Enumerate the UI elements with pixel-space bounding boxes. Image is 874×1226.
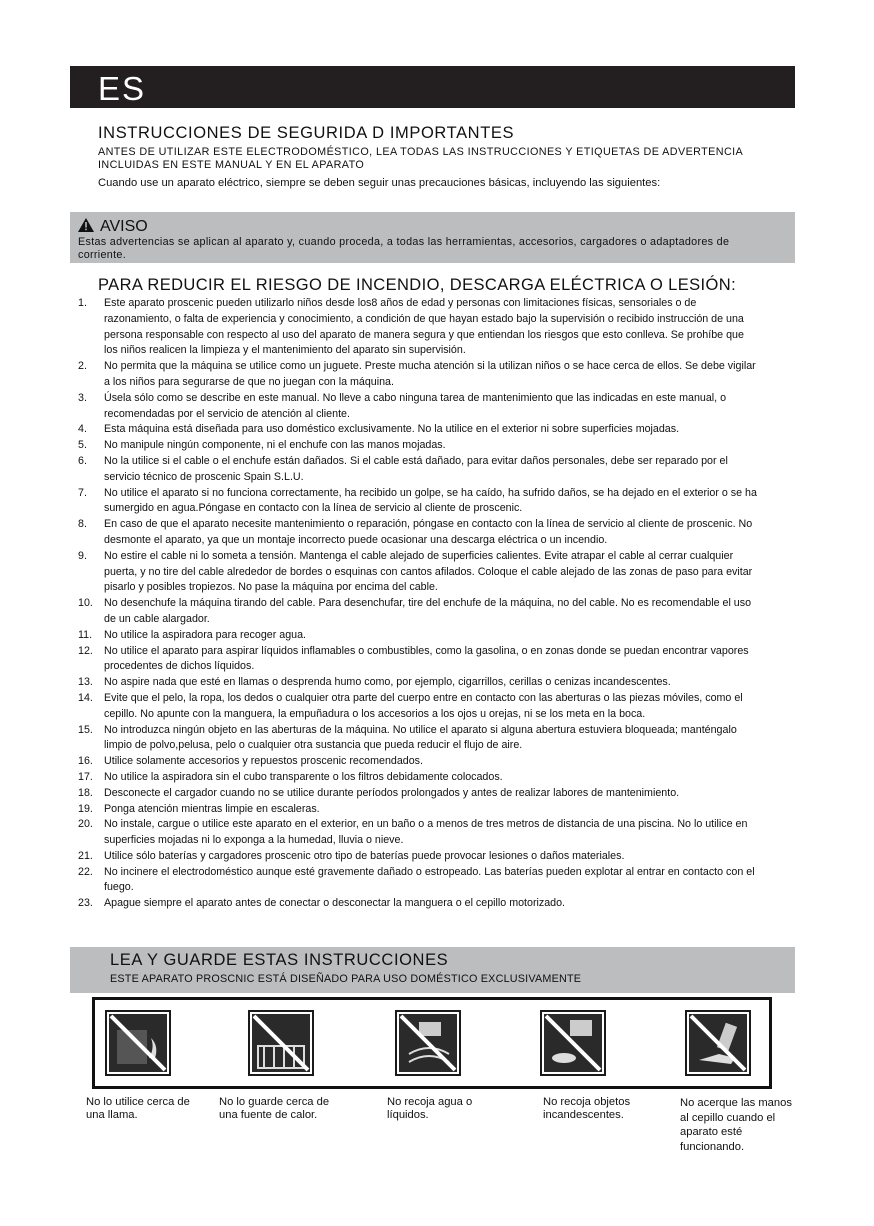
list-item-number: 1. (78, 297, 87, 309)
pictogram-frame (92, 997, 772, 1089)
list-item-text: En caso de que el aparato necesite mantenimiento o reparación, póngase en contacto con la línea de servicio al cliente de proscenic. No desmonte el aparato, ya que un montaje incorrecto puede ocasionar una descarga eléctrica o un incendio. (104, 518, 753, 546)
list-item-number: 15. (78, 723, 93, 736)
warning-box (70, 212, 795, 263)
save-subtitle: ESTE APARATO PROSCNIC ESTÁ DISEÑADO PARA USO DOMÉSTICO EXCLUSIVAMENTE (110, 973, 582, 985)
list-item-text: No utilice la aspiradora sin el cubo transparente o los filtros debidamente colocados. (104, 770, 503, 783)
section-subtitle-line1: ANTES DE UTILIZAR ESTE ELECTRODOMÉSTICO, LEA TODAS LAS INSTRUCCIONES Y ETIQUETAS DE ADVERTENCIA (98, 146, 744, 158)
list-item (78, 817, 758, 849)
warning-title: AVISO (100, 218, 148, 235)
list-item-number: 12. (78, 644, 93, 657)
list-item-number: 14. (78, 691, 93, 704)
language-code: ES (98, 70, 147, 107)
list-item-number: 4. (78, 423, 87, 436)
list-item (78, 723, 758, 755)
list-item (78, 675, 758, 691)
save-title: LEA Y GUARDE ESTAS INSTRUCCIONES (110, 951, 449, 969)
list-item-number: 19. (78, 802, 93, 815)
list-item-text: Ponga atención mientras limpie en escaleras. (104, 802, 320, 815)
list-item-number: 17. (78, 770, 93, 783)
list-item-number: 16. (78, 755, 93, 768)
list-item-number: 9. (78, 549, 87, 562)
list-item-number: 2. (78, 360, 87, 373)
safety-intro-section (98, 124, 798, 189)
icon-caption-hands: No acerque las manos al cepillo cuando el aparato esté funcionando. (680, 1097, 792, 1153)
list-item-number: 21. (78, 849, 93, 862)
section-subtitle-line2: INCLUIDAS EN ESTE MANUAL Y EN EL APARATO (98, 159, 365, 171)
list-item (78, 549, 758, 596)
list-item-number: 11. (78, 628, 93, 641)
list-item-number: 22. (78, 865, 93, 878)
icon-caption-flame: No lo utilice cerca de una llama. (86, 1096, 190, 1121)
section-intro: Cuando use un aparato eléctrico, siempre se deben seguir unas precauciones básicas, incluyendo las siguientes: (98, 177, 661, 189)
list-item-text: Desconecte el cargador cuando no se utilice durante períodos prolongados y antes de realizar labores de mantenimiento. (104, 786, 680, 799)
list-item-text: No desenchufe la máquina tirando del cable. Para desenchufar, tire del enchufe de la máquina, no del cable. No es recomendable el uso de un cable alargador. (104, 597, 752, 625)
list-item (78, 786, 758, 802)
list-item-number: 13. (78, 676, 93, 689)
list-item (78, 486, 758, 518)
list-item-text: Utilice sólo baterías y cargadores proscenic otro tipo de baterías puede provocar lesiones o daños materiales. (104, 849, 625, 862)
icon-caption-liquids: No recoja agua o líquidos. (387, 1096, 473, 1121)
list-item-text: No utilice el aparato si no funciona correctamente, ha recibido un golpe, se ha caído, ha sufrido daños, se ha dejado en el exterior o se ha sumergido en agua.Póngase en contacto con la línea de servicio al cliente de proscenic. (104, 486, 757, 515)
list-item (78, 896, 758, 912)
list-item (78, 296, 758, 359)
save-instructions-box (70, 947, 795, 993)
list-item-text: No introduzca ningún objeto en las aberturas de la máquina. No utilice el aparato si alguna abertura estuviera bloqueada; manténgalo limpio de polvo,pelusa, pelo o cualquier otra sustancia que pueda reducir el flujo de aire. (104, 723, 737, 752)
list-item-text: Esta máquina está diseñada para uso doméstico exclusivamente. No la utilice en el exterior ni sobre superficies mojadas. (104, 423, 680, 436)
section-title: INSTRUCCIONES DE SEGURIDA D IMPORTANTES (98, 124, 515, 142)
list-item-text: No la utilice si el cable o el enchufe están dañados. Si el cable está dañado, para evitar daños personales, debe ser reparado por el servicio técnico de proscenic Spain S.L.U. (104, 454, 728, 483)
risk-title: PARA REDUCIR EL RIESGO DE INCENDIO, DESCARGA ELÉCTRICA O LESIÓN: (98, 276, 737, 294)
list-item (78, 644, 758, 676)
no-heat-icon (248, 1010, 314, 1076)
no-incandescent-icon (540, 1010, 606, 1076)
list-item (78, 849, 758, 865)
list-item-text: No aspire nada que esté en llamas o desprenda humo como, por ejemplo, cigarrillos, cerillas o cenizas incandescentes. (104, 676, 671, 689)
list-item (78, 359, 758, 391)
list-item-text: Apague siempre el aparato antes de conectar o desconectar la manguera o el cepillo motorizado. (104, 897, 566, 910)
list-item-text: Evite que el pelo, la ropa, los dedos o cualquier otra parte del cuerpo entre en contacto con las aberturas o las piezas móviles, como el cepillo. No apunte con la manguera, la empuñadura o los accesorios a los ojos u orejas, ni se los meta en la boca. (104, 691, 743, 720)
list-item-number: 6. (78, 454, 87, 467)
list-item-text: No utilice la aspiradora para recoger agua. (104, 628, 306, 641)
list-item-number: 10. (78, 597, 93, 610)
list-item-number: 23. (78, 897, 93, 910)
list-item-number: 7. (78, 486, 87, 499)
list-item (78, 391, 758, 423)
list-item-text: Este aparato proscenic pueden utilizarlo niños desde los8 años de edad y personas con limitaciones físicas, sensoriales o de razonamiento, o falta de experiencia y conocimiento, a condición de que hayan estado bajo la supervisión o recibido instrucción de una persona responsable con respecto al uso del aparato de manera segura y que entiendan los riesgos que esto conlleva. Se prohíbe que los niños realicen la limpieza y el mantenimiento del aparato sin supervisión. (104, 297, 744, 357)
list-item-text: Úsela sólo como se describe en este manual. No lleve a cabo ninguna tarea de mantenimiento que las indicadas en este manual, o recomendadas por el servicio de atención al cliente. (104, 391, 727, 420)
list-item (78, 422, 758, 438)
list-item (78, 517, 758, 549)
list-item-text: No permita que la máquina se utilice como un juguete. Preste mucha atención si la utilizan niños o se hace cerca de ellos. Se debe vigilar a los niños para segurarse de que no juegan con la máquina. (104, 360, 756, 388)
safety-list (78, 296, 758, 912)
icon-caption-heat: No lo guarde cerca de una fuente de calor. (219, 1096, 330, 1121)
language-header-bar (70, 66, 795, 108)
list-item-text: No manipule ningún componente, ni el enchufe con las manos mojadas. (104, 439, 446, 452)
list-item-number: 8. (78, 518, 87, 531)
list-item (78, 754, 758, 770)
no-hands-icon (685, 1010, 751, 1076)
warning-text: Estas advertencias se aplican al aparato y, cuando proceda, a todas las herramientas, accesorios, cargadores o adaptadores de corriente. (78, 236, 730, 261)
list-item-number: 18. (78, 786, 93, 799)
no-flame-icon (105, 1010, 171, 1076)
warning-triangle-icon (78, 218, 94, 236)
list-item-number: 3. (78, 391, 87, 404)
list-item-text: No estire el cable ni lo someta a tensión. Mantenga el cable alejado de superficies calientes. Evite atrapar el cable al cerrar cualquier puerta, y no tire del cable alrededor de bordes o esquinas con cantos afilados. Coloque el cable alejado de las zonas de paso para evitar pisarlo y posibles tropiezos. No pase la máquina por encima del cable. (104, 549, 753, 594)
list-item (78, 454, 758, 486)
list-item (78, 770, 758, 786)
list-item (78, 596, 758, 628)
list-item-text: Utilice solamente accesorios y repuestos proscenic recomendados. (104, 755, 423, 768)
list-item-number: 5. (78, 439, 87, 452)
list-item (78, 691, 758, 723)
list-item (78, 802, 758, 818)
list-item (78, 438, 758, 454)
list-item-text: No utilice el aparato para aspirar líquidos inflamables o combustibles, como la gasolina, o en zonas donde se puedan encontrar vapores procedentes de dichos líquidos. (104, 644, 749, 673)
warning-heading (78, 218, 148, 236)
list-item-number: 20. (78, 818, 93, 831)
list-item (78, 628, 758, 644)
list-item (78, 865, 758, 897)
icon-caption-incandescent: No recoja objetos incandescentes. (543, 1096, 631, 1121)
no-liquids-icon (395, 1010, 461, 1076)
list-item-text: No incinere el electrodoméstico aunque esté gravemente dañado o estropeado. Las baterías pueden explotar al entrar en contacto con el fuego. (104, 865, 755, 894)
list-item-text: No instale, cargue o utilice este aparato en el exterior, en un baño o a menos de tres metros de distancia de una piscina. No lo utilice en superficies mojadas ni lo exponga a la humedad, lluvia o nieve. (104, 818, 748, 847)
